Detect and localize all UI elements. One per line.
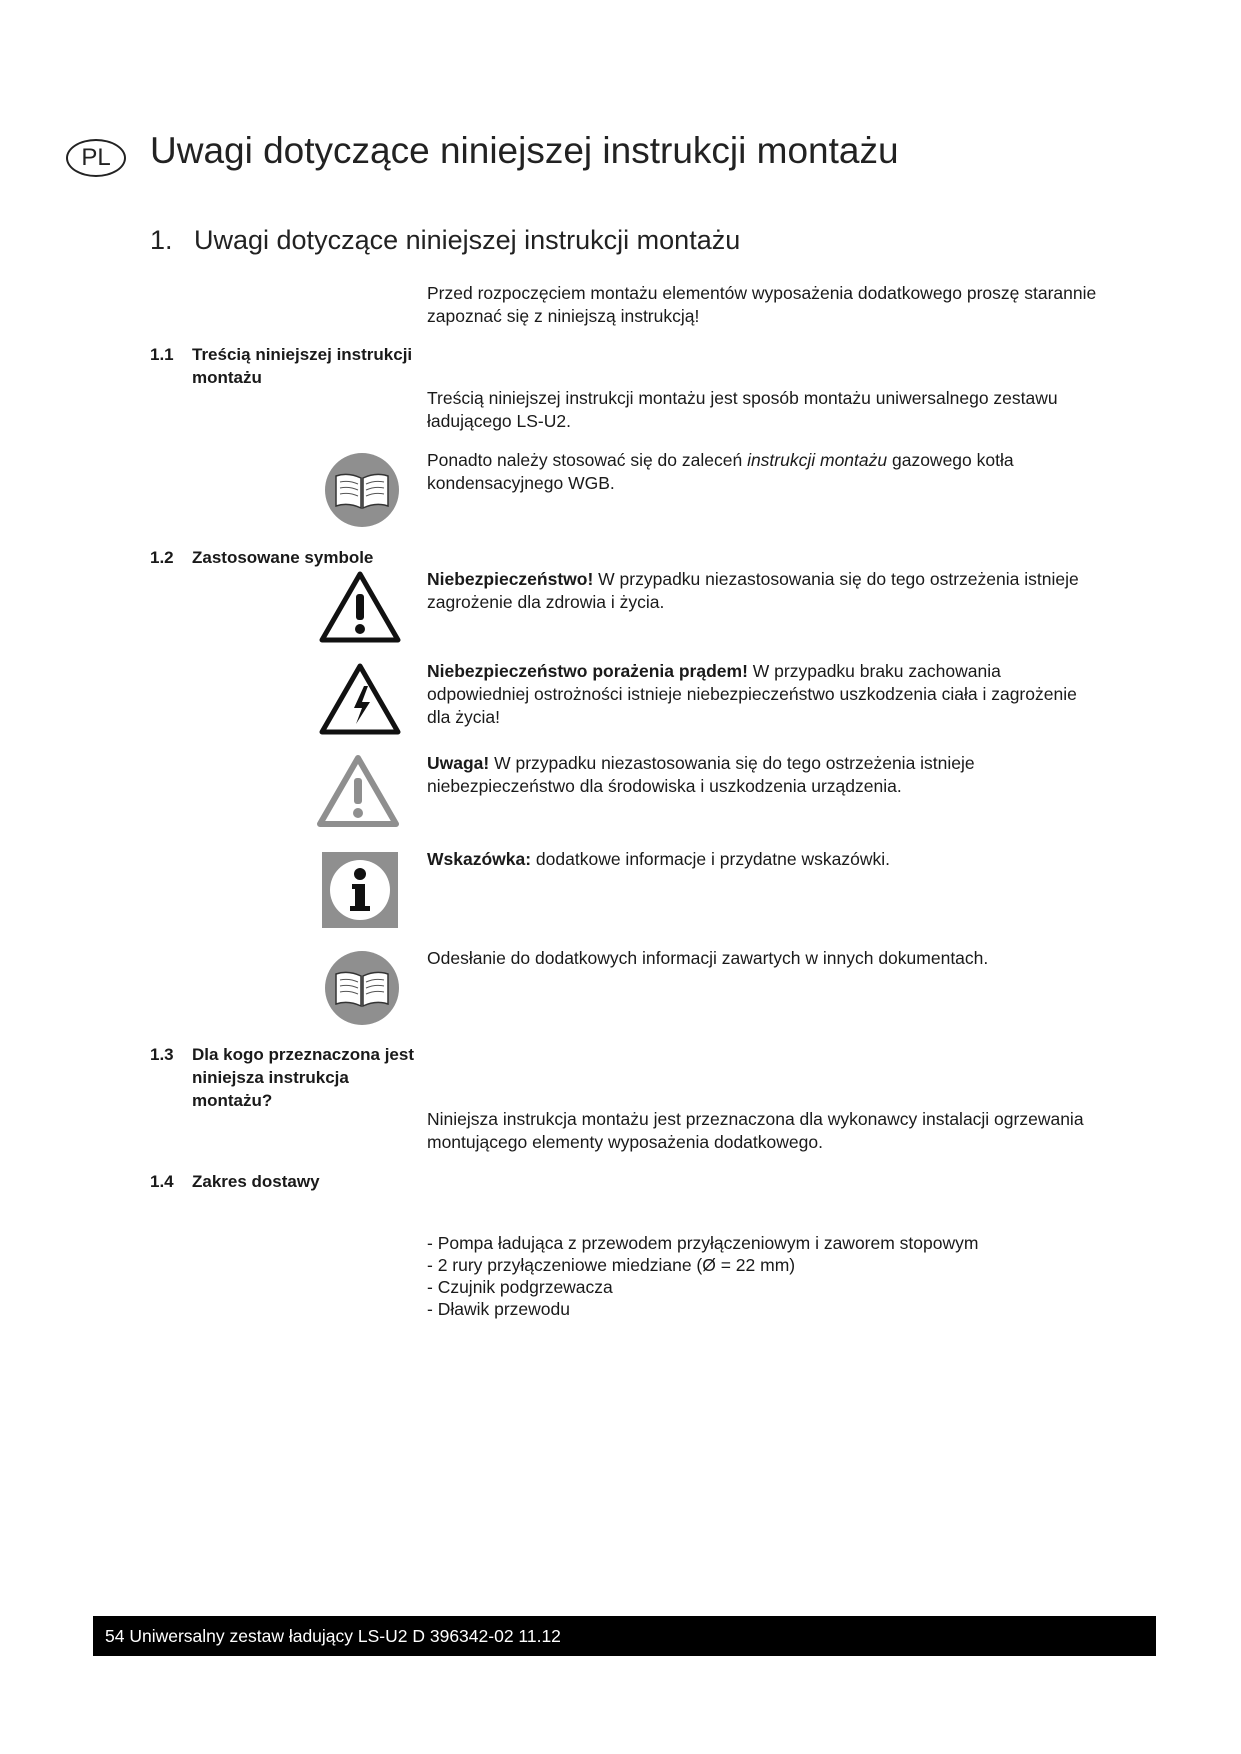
- symbol-danger-text: [427, 568, 1097, 614]
- symbol-description: W przypadku braku zachowania odpowiedniej ostrożności istnieje niebezpieczeństwo uszkodzenia ciała i zagrożenie dla życia!: [427, 661, 1077, 727]
- section-number: 1.2: [150, 548, 174, 567]
- symbol-label: Niebezpieczeństwo porażenia prądem!: [427, 661, 748, 681]
- section-1-4-heading: [150, 1170, 432, 1193]
- book-icon: [324, 950, 400, 1026]
- chapter-heading: [150, 225, 740, 256]
- section-1-1-reference: [427, 449, 1097, 495]
- list-item: - 2 rury przyłączeniowe miedziane (Ø = 22 mm): [427, 1255, 796, 1275]
- symbol-description: W przypadku niezastosowania się do tego ostrzeżenia istnieje zagrożenie dla zdrowia i życia.: [427, 569, 1079, 612]
- intro-paragraph: Przed rozpoczęciem montażu elementów wyposażenia dodatkowego proszę starannie zapoznać się z niniejszą instrukcją!: [427, 283, 1097, 326]
- delivery-scope-list: [427, 1232, 1097, 1320]
- symbol-description: W przypadku niezastosowania się do tego ostrzeżenia istnieje niebezpieczeństwo dla środowiska i uszkodzenia urządzenia.: [427, 753, 975, 796]
- symbol-description: Odesłanie do dodatkowych informacji zawartych w innych dokumentach.: [427, 948, 989, 968]
- section-1-2-heading: [150, 546, 432, 569]
- info-icon: [322, 852, 398, 928]
- list-item: - Dławik przewodu: [427, 1299, 570, 1319]
- section-title: Dla kogo przeznaczona jest niniejsza instrukcja montażu?: [192, 1045, 414, 1110]
- symbol-reference-text: [427, 947, 1097, 970]
- reference-italic: instrukcji montażu: [747, 450, 888, 470]
- section-number: 1.3: [150, 1045, 174, 1064]
- symbol-label: Niebezpieczeństwo!: [427, 569, 594, 589]
- reference-text-before: Ponadto należy stosować się do zaleceń: [427, 450, 748, 470]
- section-1-3-text: Niniejsza instrukcja montażu jest przeznaczona dla wykonawcy instalacji ogrzewania montującego elementy wyposażenia dodatkowego.: [427, 1109, 1084, 1152]
- section-1-1-heading: [150, 343, 432, 389]
- chapter-number: 1.: [150, 225, 173, 255]
- symbol-info-text: [427, 848, 1097, 871]
- section-title: Treścią niniejszej instrukcji montażu: [192, 345, 413, 387]
- symbol-electric-text: [427, 660, 1097, 729]
- list-item: - Czujnik podgrzewacza: [427, 1277, 613, 1297]
- symbol-label: Uwaga!: [427, 753, 490, 773]
- page-title: Uwagi dotyczące niniejszej instrukcji montażu: [150, 130, 899, 171]
- danger-warning-icon: [318, 570, 402, 644]
- caution-icon: [316, 754, 400, 828]
- language-badge: PL: [66, 139, 126, 177]
- section-number: 1.4: [150, 1172, 174, 1191]
- symbol-caution-text: [427, 752, 1097, 798]
- reference-text-after: gazowego kotła kondensacyjnego WGB.: [427, 450, 1014, 493]
- electric-shock-icon: [318, 662, 402, 736]
- section-title: Zakres dostawy: [192, 1172, 320, 1191]
- symbol-description: dodatkowe informacje i przydatne wskazówki.: [531, 849, 890, 869]
- page-footer: 54 Uniwersalny zestaw ładujący LS-U2 D 396342-02 11.12: [93, 1616, 1156, 1656]
- chapter-title: Uwagi dotyczące niniejszej instrukcji montażu: [194, 225, 741, 255]
- book-icon: [324, 452, 400, 528]
- section-1-3-heading: [150, 1043, 432, 1112]
- section-number: 1.1: [150, 345, 174, 364]
- section-1-1-text: Treścią niniejszej instrukcji montażu jest sposób montażu uniwersalnego zestawu ładującego LS-U2.: [427, 388, 1058, 431]
- list-item: - Pompa ładująca z przewodem przyłączeniowym i zaworem stopowym: [427, 1233, 979, 1253]
- symbol-label: Wskazówka:: [427, 849, 532, 869]
- section-title: Zastosowane symbole: [192, 548, 374, 567]
